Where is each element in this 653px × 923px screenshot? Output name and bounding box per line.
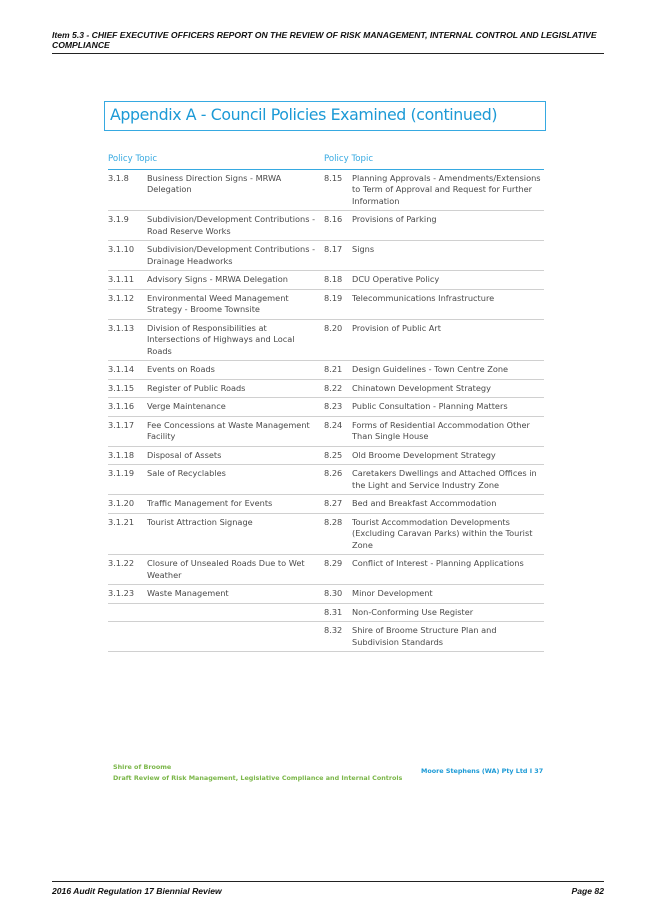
policy-number-left: 3.1.20	[108, 495, 147, 514]
policy-number-left: 3.1.23	[108, 585, 147, 604]
policy-number-left: 3.1.21	[108, 513, 147, 555]
policy-topic-left: Waste Management	[147, 585, 324, 604]
policy-rows	[108, 169, 544, 652]
table-row	[108, 289, 544, 319]
policy-topic-left: Disposal of Assets	[147, 446, 324, 465]
table-row	[108, 465, 544, 495]
table-row	[108, 585, 544, 604]
policy-number-left: 3.1.9	[108, 211, 147, 241]
policy-number-right: 8.29	[324, 555, 352, 585]
policy-number-right: 8.27	[324, 495, 352, 514]
policy-topic-right: Forms of Residential Accommodation Other Than Single House	[352, 416, 544, 446]
page-footer-left: 2016 Audit Regulation 17 Biennial Review	[52, 886, 222, 896]
policy-topic-left	[147, 622, 324, 652]
footer-doc-title: Draft Review of Risk Management, Legislative Compliance and Internal Controls	[113, 774, 403, 782]
column-header-left: Policy Topic	[108, 153, 324, 169]
policy-number-left	[108, 603, 147, 622]
policy-topic-right: Planning Approvals - Amendments/Extensions to Term of Approval and Request for Further Information	[352, 169, 544, 211]
policy-topic-right: Provisions of Parking	[352, 211, 544, 241]
policy-topic-left: Division of Responsibilities at Intersections of Highways and Local Roads	[147, 319, 324, 361]
policy-topic-left: Register of Public Roads	[147, 379, 324, 398]
table-row	[108, 169, 544, 211]
policy-topic-left: Business Direction Signs - MRWA Delegation	[147, 169, 324, 211]
table-row	[108, 622, 544, 652]
policy-topic-left	[147, 603, 324, 622]
table-header-row	[108, 153, 544, 169]
table-row	[108, 241, 544, 271]
policy-number-left: 3.1.11	[108, 271, 147, 290]
table-row	[108, 446, 544, 465]
policy-topic-right: Tourist Accommodation Developments (Excluding Caravan Parks) within the Tourist Zone	[352, 513, 544, 555]
document-footer-left	[113, 762, 402, 784]
policy-topic-right: Bed and Breakfast Accommodation	[352, 495, 544, 514]
column-header-right: Policy Topic	[324, 153, 544, 169]
policy-number-left: 3.1.18	[108, 446, 147, 465]
policy-number-right: 8.21	[324, 361, 352, 380]
table-row	[108, 271, 544, 290]
policy-number-left: 3.1.8	[108, 169, 147, 211]
policy-topic-right: Provision of Public Art	[352, 319, 544, 361]
policy-topic-right: Design Guidelines - Town Centre Zone	[352, 361, 544, 380]
policy-topic-left: Fee Concessions at Waste Management Facility	[147, 416, 324, 446]
table-row	[108, 416, 544, 446]
policy-topic-left: Closure of Unsealed Roads Due to Wet Weather	[147, 555, 324, 585]
page-footer	[52, 881, 604, 896]
table-row	[108, 319, 544, 361]
appendix-title-box	[104, 101, 546, 131]
policy-number-right: 8.25	[324, 446, 352, 465]
policy-number-right: 8.15	[324, 169, 352, 211]
policy-topic-left: Subdivision/Development Contributions - Road Reserve Works	[147, 211, 324, 241]
page-header: Item 5.3 - CHIEF EXECUTIVE OFFICERS REPORT ON THE REVIEW OF RISK MANAGEMENT, INTERNAL CONTROL AND LEGISLATIVE COMPLIANCE	[52, 30, 604, 54]
policy-topic-right: Telecommunications Infrastructure	[352, 289, 544, 319]
policy-number-right: 8.16	[324, 211, 352, 241]
policy-topic-right: Non-Conforming Use Register	[352, 603, 544, 622]
table-row	[108, 495, 544, 514]
policy-number-right: 8.23	[324, 398, 352, 417]
policy-number-right: 8.24	[324, 416, 352, 446]
policy-topic-left: Subdivision/Development Contributions - Drainage Headworks	[147, 241, 324, 271]
policy-number-right: 8.20	[324, 319, 352, 361]
policy-number-right: 8.22	[324, 379, 352, 398]
table-row	[108, 398, 544, 417]
policy-topic-left: Environmental Weed Management Strategy - Broome Townsite	[147, 289, 324, 319]
policy-topic-right: DCU Operative Policy	[352, 271, 544, 290]
table-row	[108, 513, 544, 555]
policy-number-right: 8.17	[324, 241, 352, 271]
policy-number-right: 8.31	[324, 603, 352, 622]
policy-topic-left: Advisory Signs - MRWA Delegation	[147, 271, 324, 290]
policy-topic-right: Shire of Broome Structure Plan and Subdivision Standards	[352, 622, 544, 652]
policy-number-left: 3.1.17	[108, 416, 147, 446]
policy-topic-left: Events on Roads	[147, 361, 324, 380]
footer-org: Shire of Broome	[113, 763, 172, 771]
policy-number-left: 3.1.10	[108, 241, 147, 271]
policy-topic-right: Signs	[352, 241, 544, 271]
policy-number-left: 3.1.16	[108, 398, 147, 417]
policy-number-left: 3.1.19	[108, 465, 147, 495]
policy-number-right: 8.18	[324, 271, 352, 290]
policy-table	[108, 153, 544, 652]
footer-firm-page: Moore Stephens (WA) Pty Ltd I 37	[421, 767, 544, 775]
page-number: Page 82	[571, 886, 604, 896]
policy-topic-right: Chinatown Development Strategy	[352, 379, 544, 398]
policy-number-left: 3.1.12	[108, 289, 147, 319]
policy-topic-right: Caretakers Dwellings and Attached Offices in the Light and Service Industry Zone	[352, 465, 544, 495]
policy-topic-right: Minor Development	[352, 585, 544, 604]
policy-number-right: 8.26	[324, 465, 352, 495]
policy-topic-left: Verge Maintenance	[147, 398, 324, 417]
policy-number-left: 3.1.14	[108, 361, 147, 380]
policy-number-left	[108, 622, 147, 652]
policy-number-right: 8.28	[324, 513, 352, 555]
policy-number-left: 3.1.13	[108, 319, 147, 361]
table-row	[108, 555, 544, 585]
table-row	[108, 211, 544, 241]
policy-topic-left: Sale of Recyclables	[147, 465, 324, 495]
appendix-title: Appendix A - Council Policies Examined (continued)	[110, 105, 498, 124]
policy-number-right: 8.32	[324, 622, 352, 652]
policy-topic-left: Tourist Attraction Signage	[147, 513, 324, 555]
policy-topic-right: Old Broome Development Strategy	[352, 446, 544, 465]
table-row	[108, 603, 544, 622]
policy-topic-right: Public Consultation - Planning Matters	[352, 398, 544, 417]
table-row	[108, 379, 544, 398]
policy-topic-right: Conflict of Interest - Planning Applications	[352, 555, 544, 585]
policy-number-left: 3.1.22	[108, 555, 147, 585]
policy-number-right: 8.30	[324, 585, 352, 604]
policy-number-right: 8.19	[324, 289, 352, 319]
policy-topic-left: Traffic Management for Events	[147, 495, 324, 514]
table-row	[108, 361, 544, 380]
policy-number-left: 3.1.15	[108, 379, 147, 398]
